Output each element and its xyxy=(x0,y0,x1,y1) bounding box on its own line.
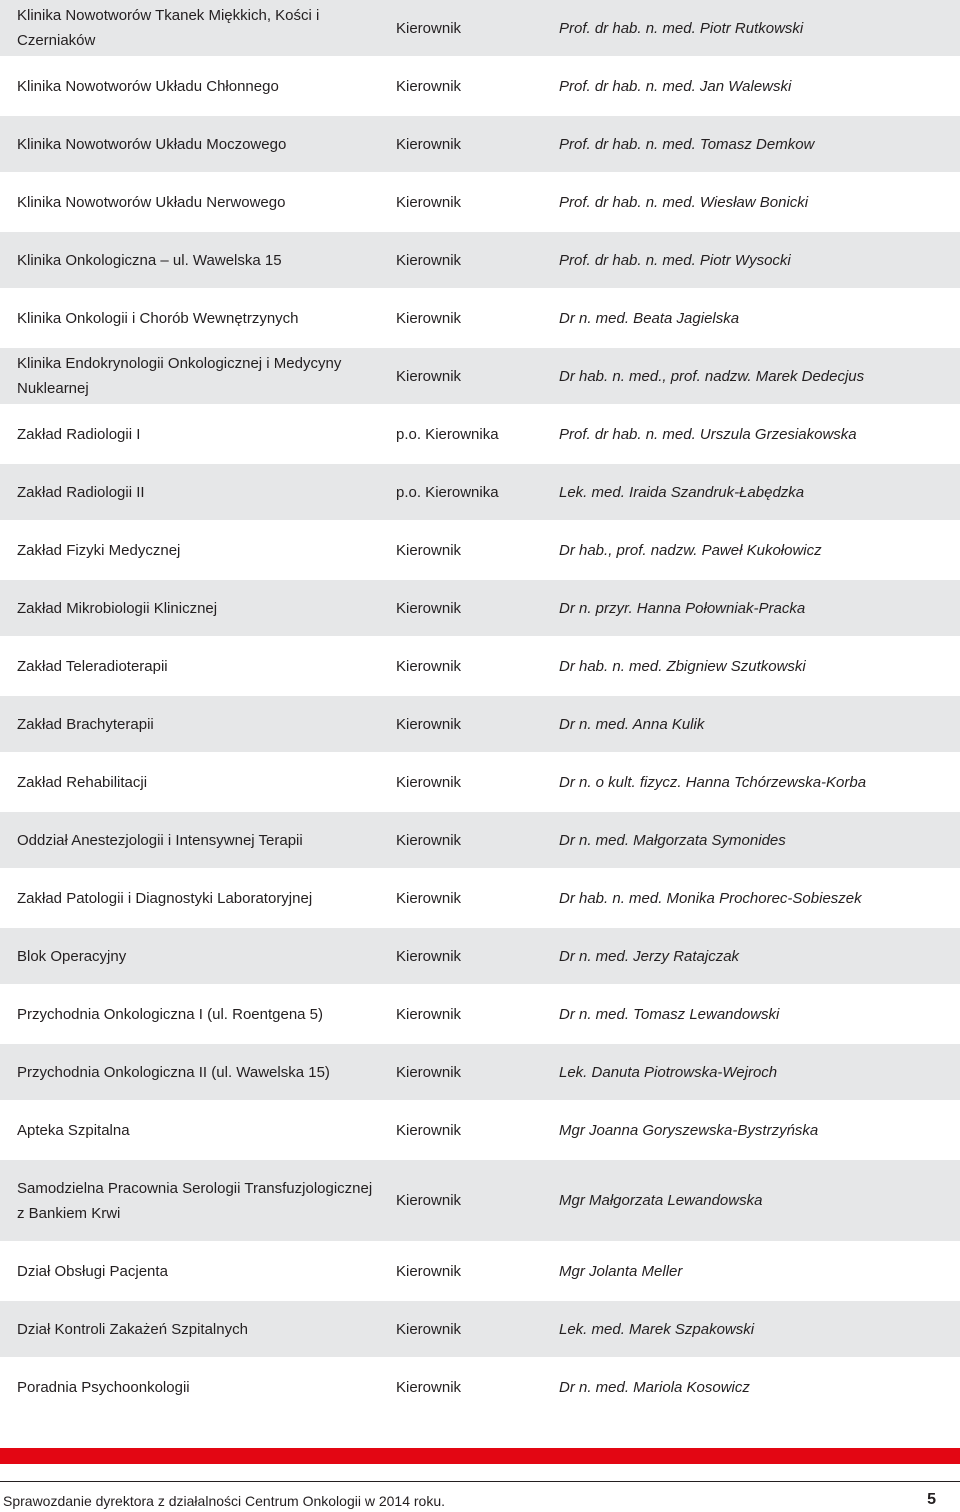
table-row xyxy=(0,1160,960,1241)
role-title: p.o. Kierownika xyxy=(396,425,499,443)
table-row xyxy=(0,580,960,636)
unit-name: Oddział Anestezjologii i Intensywnej Terapii xyxy=(17,831,303,849)
person-name: Dr n. o kult. fizycz. Hanna Tchórzewska-Korba xyxy=(559,773,867,791)
role-title: Kierownik xyxy=(396,1262,462,1280)
table-row xyxy=(0,812,960,868)
table-row xyxy=(0,232,960,288)
role-title: Kierownik xyxy=(396,77,462,95)
role-title: Kierownik xyxy=(396,367,462,385)
role-title: Kierownik xyxy=(396,1005,462,1023)
footer-divider xyxy=(0,1481,960,1482)
unit-name: Zakład Teleradioterapii xyxy=(17,657,168,675)
table-row xyxy=(0,0,960,56)
person-name: Lek. Danuta Piotrowska-Wejroch xyxy=(559,1063,778,1081)
unit-name: Przychodnia Onkologiczna I (ul. Roentgena 5) xyxy=(17,1005,324,1023)
unit-name: Zakład Patologii i Diagnostyki Laboratoryjnej xyxy=(17,889,313,907)
role-title: Kierownik xyxy=(396,1063,462,1081)
table-row xyxy=(0,290,960,346)
page-number: 5 xyxy=(927,1491,936,1508)
person-name: Prof. dr hab. n. med. Piotr Rutkowski xyxy=(559,19,804,37)
person-name: Dr hab. n. med., prof. nadzw. Marek Dedecjus xyxy=(559,367,865,385)
person-name: Prof. dr hab. n. med. Jan Walewski xyxy=(559,77,792,95)
unit-name: Klinika Nowotworów Układu Chłonnego xyxy=(17,77,279,95)
unit-name: Klinika Nowotworów Tkanek Miękkich, Kości i Czerniaków xyxy=(17,7,320,49)
person-name: Dr hab., prof. nadzw. Paweł Kukołowicz xyxy=(559,541,822,559)
table-row xyxy=(0,1359,960,1415)
unit-name: Samodzielna Pracownia Serologii Transfuzjologicznej z Bankiem Krwi xyxy=(17,1179,373,1222)
unit-name: Zakład Mikrobiologii Klinicznej xyxy=(17,599,218,617)
role-title: Kierownik xyxy=(396,1378,462,1396)
footer-caption: Sprawozdanie dyrektora z działalności Centrum Onkologii w 2014 roku. xyxy=(3,1493,445,1509)
unit-name: Zakład Radiologii I xyxy=(17,425,141,443)
unit-name: Zakład Brachyterapii xyxy=(17,715,154,733)
person-name: Mgr Joanna Goryszewska-Bystrzyńska xyxy=(559,1121,819,1139)
person-name: Dr n. przyr. Hanna Połowniak-Pracka xyxy=(559,599,806,617)
unit-name: Zakład Radiologii II xyxy=(17,483,145,501)
role-title: Kierownik xyxy=(396,309,462,327)
person-name: Dr n. med. Małgorzata Symonides xyxy=(559,831,786,849)
person-name: Dr n. med. Anna Kulik xyxy=(559,715,705,733)
person-name: Dr n. med. Jerzy Ratajczak xyxy=(559,947,740,965)
unit-name: Apteka Szpitalna xyxy=(17,1121,130,1139)
role-title: Kierownik xyxy=(396,135,462,153)
unit-name: Zakład Fizyki Medycznej xyxy=(17,541,181,559)
unit-name: Dział Kontroli Zakażeń Szpitalnych xyxy=(17,1320,248,1338)
person-name: Lek. med. Iraida Szandruk-Łabędzka xyxy=(559,483,805,501)
role-title: Kierownik xyxy=(396,889,462,907)
unit-name: Blok Operacyjny xyxy=(17,947,127,965)
person-name: Dr n. med. Tomasz Lewandowski xyxy=(559,1005,780,1023)
unit-name: Klinika Onkologiczna – ul. Wawelska 15 xyxy=(17,251,282,269)
person-name: Prof. dr hab. n. med. Tomasz Demkow xyxy=(559,135,815,153)
role-title: Kierownik xyxy=(396,715,462,733)
person-name: Mgr Jolanta Meller xyxy=(559,1262,683,1280)
role-title: Kierownik xyxy=(396,251,462,269)
role-title: Kierownik xyxy=(396,599,462,617)
role-title: Kierownik xyxy=(396,947,462,965)
person-name: Prof. dr hab. n. med. Wiesław Bonicki xyxy=(559,193,809,211)
table-row xyxy=(0,1301,960,1357)
table-row xyxy=(0,464,960,520)
table-row xyxy=(0,174,960,230)
table-row xyxy=(0,58,960,114)
table-row xyxy=(0,116,960,172)
role-title: p.o. Kierownika xyxy=(396,483,499,501)
person-name: Dr hab. n. med. Monika Prochorec-Sobieszek xyxy=(559,889,862,907)
role-title: Kierownik xyxy=(396,1192,462,1209)
unit-name: Klinika Onkologii i Chorób Wewnętrzynych xyxy=(17,309,299,327)
table-row xyxy=(0,696,960,752)
role-title: Kierownik xyxy=(396,773,462,791)
role-title: Kierownik xyxy=(396,19,462,37)
person-name: Lek. med. Marek Szpakowski xyxy=(559,1320,755,1338)
person-name: Dr n. med. Mariola Kosowicz xyxy=(559,1378,750,1396)
table-row xyxy=(0,638,960,694)
person-name: Prof. dr hab. n. med. Piotr Wysocki xyxy=(559,251,791,269)
table-row xyxy=(0,1044,960,1100)
unit-name: Klinika Nowotworów Układu Nerwowego xyxy=(17,193,286,211)
table-row xyxy=(0,1102,960,1158)
role-title: Kierownik xyxy=(396,193,462,211)
person-name: Prof. dr hab. n. med. Urszula Grzesiakowska xyxy=(559,425,857,443)
unit-name: Klinika Endokrynologii Onkologicznej i Medycyny Nuklearnej xyxy=(17,355,342,397)
table-row xyxy=(0,406,960,462)
role-title: Kierownik xyxy=(396,1121,462,1139)
table-row xyxy=(0,986,960,1042)
unit-name: Dział Obsługi Pacjenta xyxy=(17,1262,168,1280)
person-name: Dr n. med. Beata Jagielska xyxy=(559,309,740,327)
person-name: Dr hab. n. med. Zbigniew Szutkowski xyxy=(559,657,806,675)
unit-name: Przychodnia Onkologiczna II (ul. Wawelska 15) xyxy=(17,1063,330,1081)
table-row xyxy=(0,348,960,404)
red-accent-bar xyxy=(0,1448,960,1464)
person-name: Mgr Małgorzata Lewandowska xyxy=(559,1192,763,1209)
table-row xyxy=(0,870,960,926)
table-row xyxy=(0,522,960,578)
unit-name: Klinika Nowotworów Układu Moczowego xyxy=(17,135,287,153)
table-row xyxy=(0,928,960,984)
role-title: Kierownik xyxy=(396,831,462,849)
unit-name: Poradnia Psychoonkologii xyxy=(17,1378,190,1396)
unit-name: Zakład Rehabilitacji xyxy=(17,773,148,791)
table-row xyxy=(0,754,960,810)
role-title: Kierownik xyxy=(396,1320,462,1338)
role-title: Kierownik xyxy=(396,541,462,559)
role-title: Kierownik xyxy=(396,657,462,675)
table-row xyxy=(0,1243,960,1299)
